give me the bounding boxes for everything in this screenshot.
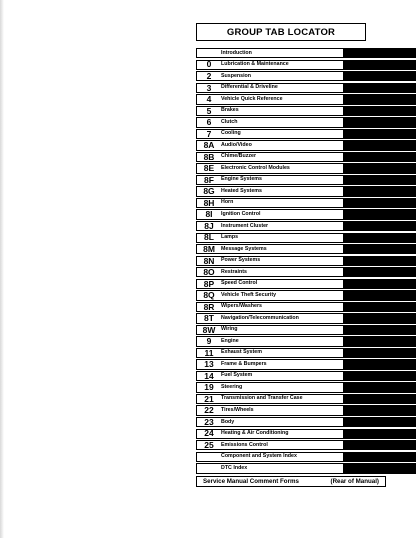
tab-name: Electronic Control Modules [221, 164, 290, 171]
tab-name: Steering [221, 383, 243, 390]
tab-number: 9 [206, 336, 212, 347]
tab-edge-marker [344, 429, 416, 439]
tab-number: 8Q [203, 290, 215, 301]
tab-number: 8A [203, 140, 215, 151]
tab-label-box [196, 221, 344, 231]
tab-number: 8O [203, 267, 215, 278]
tab-edge-marker [344, 359, 416, 369]
tab-name: DTC Index [221, 464, 248, 471]
tab-row[interactable] [196, 152, 416, 162]
tab-edge-marker [344, 371, 416, 381]
tab-number: 6 [206, 117, 212, 128]
tab-row[interactable] [196, 198, 416, 208]
tab-number: 5 [206, 105, 212, 116]
tab-name: Introduction [221, 49, 252, 56]
tab-name: Message Systems [221, 245, 267, 252]
tab-label-box [196, 71, 344, 81]
tab-number: 22 [204, 405, 214, 416]
tab-name: Engine [221, 337, 239, 344]
tab-name: Lamps [221, 234, 239, 241]
group-tab-locator-title: GROUP TAB LOCATOR [196, 23, 366, 41]
tab-edge-marker [344, 290, 416, 300]
tab-row[interactable] [196, 325, 416, 335]
tab-number: 8J [204, 220, 214, 231]
tab-name: Suspension [221, 72, 252, 79]
tab-edge-marker [344, 405, 416, 415]
tab-row[interactable] [196, 60, 416, 70]
tab-number: 8W [202, 324, 216, 335]
tab-number: 8I [205, 209, 213, 220]
tab-label-box [196, 336, 344, 346]
tab-row[interactable] [196, 279, 416, 289]
tab-name: Audio/Video [221, 141, 252, 148]
tab-row[interactable] [196, 417, 416, 427]
tab-label-box [196, 152, 344, 162]
tab-number: 8N [203, 255, 215, 266]
tab-row[interactable] [196, 175, 416, 185]
tab-number: 25 [204, 440, 214, 451]
tab-label-box [196, 371, 344, 381]
tab-name: Speed Control [221, 280, 258, 287]
comment-forms-box[interactable] [196, 476, 386, 487]
tab-number: 0 [206, 59, 212, 70]
tab-label-box [196, 48, 344, 58]
tab-number: 8F [204, 174, 214, 185]
tab-row[interactable] [196, 117, 416, 127]
tab-number: 24 [204, 428, 214, 439]
tab-edge-marker [344, 60, 416, 70]
tab-name: Chime/Buzzer [221, 153, 257, 160]
tab-edge-marker [344, 417, 416, 427]
tab-row[interactable] [196, 371, 416, 381]
tab-name: Heating & Air Conditioning [221, 430, 289, 437]
tab-edge-marker [344, 440, 416, 450]
tab-edge-marker [344, 186, 416, 196]
tab-edge-marker [344, 244, 416, 254]
tab-edge-marker [344, 106, 416, 116]
tab-edge-marker [344, 256, 416, 266]
tab-label-box [196, 60, 344, 70]
tab-label-box [196, 382, 344, 392]
tab-label-box [196, 394, 344, 404]
tab-label-box [196, 175, 344, 185]
tab-row[interactable] [196, 429, 416, 439]
tab-label-box [196, 267, 344, 277]
tab-row[interactable] [196, 267, 416, 277]
tab-edge-marker [344, 175, 416, 185]
tab-number: 8P [203, 278, 215, 289]
tab-row[interactable] [196, 83, 416, 93]
tab-name: Tires/Wheels [221, 407, 254, 414]
tab-name: Instrument Cluster [221, 222, 269, 229]
tab-edge-marker [344, 302, 416, 312]
tab-number: 8E [203, 163, 215, 174]
tab-name: Clutch [221, 118, 238, 125]
tab-name: Transmission and Transfer Case [221, 395, 303, 402]
tab-row[interactable] [196, 336, 416, 346]
tab-row[interactable] [196, 256, 416, 266]
tab-edge-marker [344, 48, 416, 58]
tab-edge-marker [344, 129, 416, 139]
tab-name: Vehicle Quick Reference [221, 95, 283, 102]
tab-edge-marker [344, 279, 416, 289]
tab-row[interactable] [196, 209, 416, 219]
tab-name: Frame & Bumpers [221, 360, 267, 367]
tab-row[interactable] [196, 244, 416, 254]
tab-name: Navigation/Telecommunication [221, 314, 299, 321]
tab-row[interactable] [196, 71, 416, 81]
tab-edge-marker [344, 198, 416, 208]
tab-edge-marker [344, 313, 416, 323]
tab-name: Horn [221, 199, 234, 206]
tab-label-box [196, 313, 344, 323]
tab-number: 8R [203, 301, 215, 312]
tab-name: Differential & Driveline [221, 84, 278, 91]
tab-name: Power Systems [221, 257, 261, 264]
tab-label-box [196, 140, 344, 150]
tab-number: 7 [206, 128, 212, 139]
tab-label-box [196, 244, 344, 254]
tab-row[interactable] [196, 290, 416, 300]
tab-edge-marker [344, 394, 416, 404]
tab-edge-marker [344, 336, 416, 346]
tab-row[interactable] [196, 129, 416, 139]
tab-edge-marker [344, 221, 416, 231]
tab-name: Emissions Control [221, 441, 268, 448]
tab-edge-marker [344, 117, 416, 127]
tab-edge-marker [344, 233, 416, 243]
tab-label-box [196, 348, 344, 358]
tab-name: Ignition Control [221, 210, 261, 217]
tab-row[interactable] [196, 163, 416, 173]
tab-name: Heated Systems [221, 187, 262, 194]
tab-row[interactable] [196, 302, 416, 312]
tab-name: Exhaust System [221, 349, 262, 356]
tab-number: 14 [204, 370, 214, 381]
tab-number: 13 [204, 359, 214, 370]
comment-forms-label: Service Manual Comment Forms [203, 478, 299, 485]
tab-label-box [196, 94, 344, 104]
tab-label-box [196, 256, 344, 266]
tab-label-box [196, 405, 344, 415]
tab-row[interactable] [196, 382, 416, 392]
tab-edge-marker [344, 83, 416, 93]
tab-name: Lubrication & Maintenance [221, 61, 289, 68]
tab-row[interactable] [196, 221, 416, 231]
page-edge-shadow [0, 0, 4, 538]
tab-row[interactable] [196, 106, 416, 116]
tab-label-box [196, 186, 344, 196]
tab-edge-marker [344, 382, 416, 392]
tab-name: Cooling [221, 130, 241, 137]
tab-label-box [196, 452, 344, 462]
tab-number: 19 [204, 382, 214, 393]
tab-label-box [196, 429, 344, 439]
tab-label-box [196, 359, 344, 369]
comment-forms-location: (Rear of Manual) [330, 478, 379, 485]
tab-row[interactable] [196, 405, 416, 415]
tab-label-box [196, 233, 344, 243]
tab-name: Wiring [221, 326, 238, 333]
tab-number: 2 [206, 71, 212, 82]
tab-number: 4 [206, 94, 212, 105]
tab-label-box [196, 163, 344, 173]
tab-number: 3 [206, 82, 212, 93]
tab-row[interactable] [196, 463, 416, 473]
tab-number: 8L [204, 232, 214, 243]
tab-label-box [196, 279, 344, 289]
tab-edge-marker [344, 163, 416, 173]
tab-list [196, 48, 416, 475]
tab-number: 8T [204, 313, 214, 324]
tab-number: 8M [203, 243, 215, 254]
tab-label-box [196, 198, 344, 208]
tab-row[interactable] [196, 440, 416, 450]
tab-row[interactable] [196, 452, 416, 462]
tab-label-box [196, 290, 344, 300]
tab-number: 8B [203, 151, 215, 162]
tab-row[interactable] [196, 394, 416, 404]
tab-row[interactable] [196, 348, 416, 358]
tab-label-box [196, 302, 344, 312]
tab-number: 11 [204, 347, 214, 358]
tab-edge-marker [344, 267, 416, 277]
tab-edge-marker [344, 325, 416, 335]
tab-edge-marker [344, 71, 416, 81]
tab-row[interactable] [196, 186, 416, 196]
tab-label-box [196, 440, 344, 450]
tab-edge-marker [344, 209, 416, 219]
tab-name: Restraints [221, 268, 247, 275]
tab-name: Fuel System [221, 372, 253, 379]
tab-label-box [196, 209, 344, 219]
tab-edge-marker [344, 94, 416, 104]
tab-label-box [196, 325, 344, 335]
tab-label-box [196, 83, 344, 93]
tab-label-box [196, 129, 344, 139]
tab-row[interactable] [196, 313, 416, 323]
tab-edge-marker [344, 463, 416, 473]
tab-number: 8G [203, 186, 215, 197]
tab-edge-marker [344, 140, 416, 150]
tab-name: Brakes [221, 107, 239, 114]
tab-label-box [196, 417, 344, 427]
tab-edge-marker [344, 348, 416, 358]
tab-number: 21 [204, 393, 214, 404]
tab-number: 8H [203, 197, 215, 208]
tab-name: Wipers/Washers [221, 303, 262, 310]
tab-edge-marker [344, 152, 416, 162]
tab-row[interactable] [196, 94, 416, 104]
tab-row[interactable] [196, 233, 416, 243]
tab-row[interactable] [196, 48, 416, 58]
tab-label-box [196, 117, 344, 127]
tab-name: Body [221, 418, 235, 425]
tab-number: 23 [204, 416, 214, 427]
tab-name: Vehicle Theft Security [221, 291, 277, 298]
tab-row[interactable] [196, 359, 416, 369]
tab-edge-marker [344, 452, 416, 462]
tab-name: Component and System Index [221, 453, 297, 460]
tab-label-box [196, 106, 344, 116]
tab-label-box [196, 463, 344, 473]
tab-row[interactable] [196, 140, 416, 150]
tab-name: Engine Systems [221, 176, 262, 183]
